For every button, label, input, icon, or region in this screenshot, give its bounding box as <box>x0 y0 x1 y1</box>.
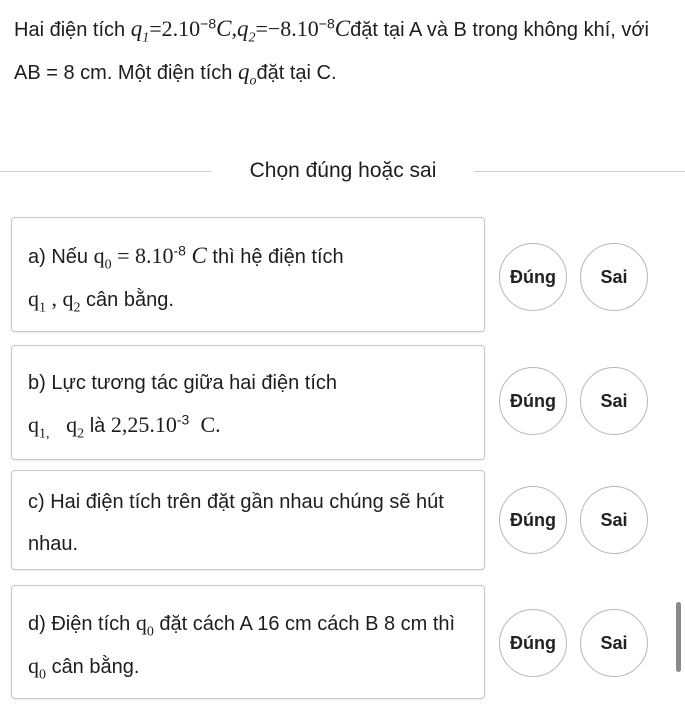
math-q2 <box>236 16 256 46</box>
math-symbol: q <box>28 286 39 311</box>
statement-part: cân bằng. <box>80 289 174 311</box>
statement-part: thì hệ điện tích <box>206 246 344 268</box>
math-subscript: 2 <box>73 300 81 316</box>
math-symbol: q <box>93 243 105 268</box>
true-button-b[interactable]: Đúng <box>499 367 567 435</box>
math-unit: C <box>191 243 207 268</box>
math-unit: C. <box>200 412 221 437</box>
math-subscript: 2 <box>77 426 85 442</box>
true-button-c[interactable]: Đúng <box>499 486 567 554</box>
math-subscript: o <box>249 73 257 89</box>
math-q2 <box>62 286 81 316</box>
question-text <box>14 8 654 94</box>
false-button-c[interactable]: Sai <box>580 486 648 554</box>
math-symbol: q <box>28 653 39 678</box>
math-symbol: q <box>28 412 39 437</box>
math-subscript: 0 <box>146 624 154 640</box>
scrollbar[interactable] <box>676 602 681 672</box>
math-unit: C <box>334 16 351 41</box>
math-q0 <box>93 243 112 273</box>
statement-card-c <box>11 470 485 570</box>
math-exponent: −8 <box>318 15 335 32</box>
statement-part: là <box>84 415 111 437</box>
statement-text-a <box>28 235 478 321</box>
math-exponent: -3 <box>176 411 190 428</box>
math-value: = 8.10 <box>111 243 174 268</box>
false-button-d[interactable]: Sai <box>580 609 648 677</box>
statement-text-b <box>28 362 478 447</box>
statement-part: đặt cách A 16 cm cách B 8 cm thì <box>159 613 456 635</box>
math-q0 <box>28 653 46 683</box>
math-comma: , <box>231 16 237 41</box>
math-subscript: 1, <box>39 426 50 442</box>
math-exponent: −8 <box>200 15 217 32</box>
statement-text-c: c) Hai điện tích trên đặt gần nhau chúng sẽ hút nhau. <box>28 491 444 555</box>
question-part: Hai điện tích <box>14 19 131 41</box>
statement-text-d <box>28 602 478 688</box>
math-exponent: -8 <box>173 242 186 259</box>
statement-card-d <box>11 585 485 699</box>
math-q2 <box>66 412 85 442</box>
math-subscript: 0 <box>104 257 112 273</box>
math-subscript: 0 <box>39 667 46 683</box>
math-unit: C <box>216 16 232 41</box>
statement-part: d) Điện tích <box>28 613 136 635</box>
math-q1 <box>28 412 50 442</box>
math-symbol: q <box>66 412 78 437</box>
statement-part: a) Nếu <box>28 246 94 268</box>
math-q1 <box>130 16 150 46</box>
statement-card-a <box>11 217 485 332</box>
math-symbol: q <box>62 286 74 311</box>
section-title: Chọn đúng hoặc sai <box>212 155 474 187</box>
true-button-d[interactable]: Đúng <box>499 609 567 677</box>
math-symbol: q <box>135 610 147 635</box>
math-value: 2,25.10 <box>110 412 177 437</box>
math-q0 <box>237 59 257 89</box>
false-button-b[interactable]: Sai <box>580 367 648 435</box>
statement-part: b) Lực tương tác giữa hai điện tích <box>28 372 337 394</box>
math-subscript: 1 <box>39 300 46 316</box>
math-subscript: 2 <box>248 30 256 46</box>
math-value: =−8.10 <box>255 16 319 41</box>
question-part: đặt tại C. <box>256 62 337 84</box>
math-value: =2.10 <box>149 16 201 41</box>
math-subscript: 1 <box>142 30 150 46</box>
statement-card-b <box>11 345 485 460</box>
math-symbol: q <box>236 16 249 41</box>
question-part: đặt tại A và B trong không khí, với AB = 8 cm. Một điện tích <box>14 19 649 84</box>
statement-part: cân bằng. <box>51 656 140 678</box>
false-button-a[interactable]: Sai <box>580 243 648 311</box>
math-q0 <box>135 610 154 640</box>
math-q1 <box>28 286 46 316</box>
true-button-a[interactable]: Đúng <box>499 243 567 311</box>
math-symbol: q <box>130 16 143 41</box>
math-separator: , <box>46 286 63 311</box>
math-symbol: q <box>237 59 250 84</box>
